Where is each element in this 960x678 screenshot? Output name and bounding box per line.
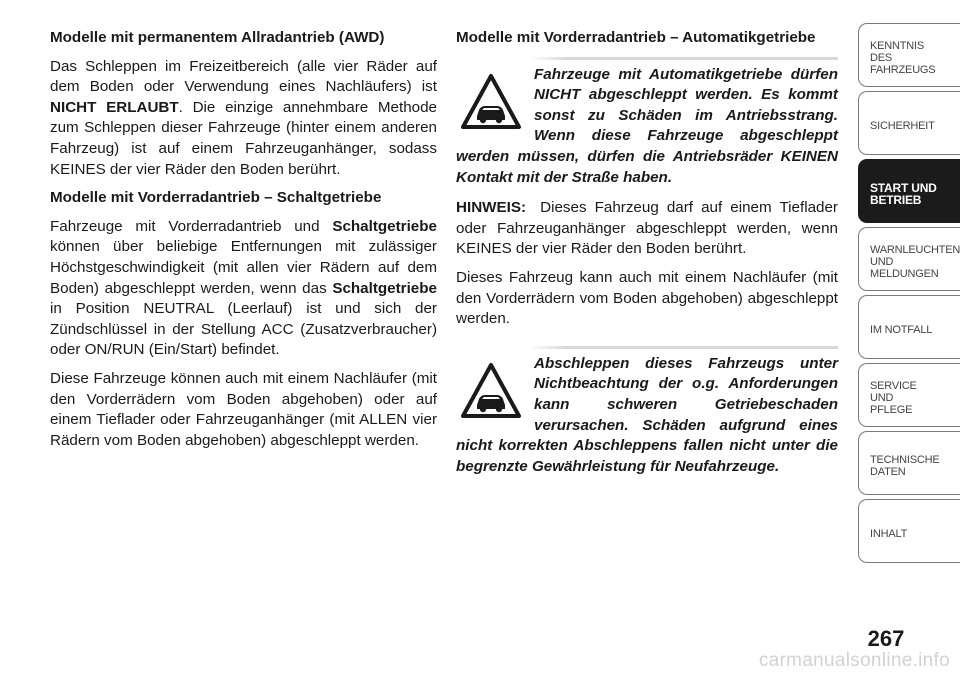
manual-bold-2: Schaltgetriebe xyxy=(332,279,437,297)
manual-text-3: in Position NEUTRAL (Leerlauf) ist und sich der Zündschlüssel in der Stellung ACC (Zusatzverbraucher) oder ON/RUN (Ein/Start) befindet. xyxy=(50,300,437,359)
warning-box-1 xyxy=(456,57,838,189)
warning-text-1: Fahrzeuge mit Automatikgetriebe dürfen NICHT abgeschleppt werden. Es kommt sonst zu Schäden im Antriebsstrang. Wenn diese Fahrzeuge abgeschleppt werden müssen, dürfen die Antriebsräder KEINEN Kontakt mit der Straße haben. xyxy=(456,65,838,186)
tab-label: SICHERHEIT xyxy=(870,120,935,132)
tab-label: WARNLEUCHTEN UND MELDUNGEN xyxy=(870,244,960,280)
right-column xyxy=(456,28,838,487)
tab-label: TECHNISCHE DATEN xyxy=(870,454,940,478)
manual-text-1: Fahrzeuge mit Vorderradantrieb und xyxy=(50,217,320,235)
manual-text-2: können über beliebige Entfernungen mit zulässiger Höchstgeschwindigkeit (mit allen vier Rädern auf dem Boden) abgeschleppt werden, wenn das xyxy=(50,238,437,297)
warning-triangle-car-icon xyxy=(460,73,522,131)
page-number: 267 xyxy=(867,626,905,651)
tab-sicherheit[interactable] xyxy=(858,91,960,155)
tab-im-notfall[interactable] xyxy=(858,295,960,359)
warning-triangle-car-icon xyxy=(460,362,522,420)
nachlaeufer-paragraph: Dieses Fahrzeug kann auch mit einem Nachläufer (mit den Vorderrädern vom Boden abgehoben) abgeschleppt werden. xyxy=(456,268,838,328)
tab-inhalt[interactable] xyxy=(858,499,960,563)
awd-bold: NICHT ERLAUBT xyxy=(50,98,179,116)
heading-auto: Modelle mit Vorderradantrieb – Automatikgetriebe xyxy=(456,29,816,46)
awd-text-2: . Die einzige annehmbare Methode zum Schleppen dieser Fahrzeuge (hinter einem anderen Fahrzeug) ist auf einem Fahrzeuganhänger, sodass KEINES der vier Räder den Boden berührt. xyxy=(50,98,437,178)
watermark: carmanualsonline.info xyxy=(758,650,950,671)
tab-label: START UND BETRIEB xyxy=(870,181,937,207)
chapter-tabs xyxy=(858,23,960,567)
warning-text-2: Abschleppen dieses Fahrzeugs unter Nichtbeachtung der o.g. Anforderungen kann schweren Getriebeschaden verursachen. Schäden aufgrund eines nicht korrekten Abschleppens fallen nicht unter die begrenzte Gewährleistung für Neufahrzeuge. xyxy=(456,354,838,475)
warning-box-2 xyxy=(456,346,838,478)
left-column xyxy=(50,28,437,459)
manual-paragraph xyxy=(50,217,437,361)
tab-service-und-pflege[interactable] xyxy=(858,363,960,427)
awd-text-1: Das Schleppen im Freizeitbereich (alle vier Räder auf dem Boden oder Verwendung eines Nachläufers) ist xyxy=(50,57,437,96)
tab-start-und-betrieb[interactable] xyxy=(858,159,960,223)
manual-paragraph-2: Diese Fahrzeuge können auch mit einem Nachläufer (mit den Vorderrädern vom Boden abgehoben) oder auf einem Tieflader oder Fahrzeuganhänger (mit ALLEN vier Rädern vom Boden abgehoben) abgeschleppt werden. xyxy=(50,369,437,449)
awd-paragraph xyxy=(50,57,437,181)
hinweis-label: HINWEIS: xyxy=(456,199,527,217)
tab-label: IM NOTFALL xyxy=(870,324,933,336)
tab-label: KENNTNIS DES FAHRZEUGS xyxy=(870,40,936,76)
tab-label: INHALT xyxy=(870,528,908,540)
manual-bold-1: Schaltgetriebe xyxy=(332,217,437,235)
tab-kenntnis-des-fahrzeugs[interactable] xyxy=(858,23,960,87)
tab-technische-daten[interactable] xyxy=(858,431,960,495)
hinweis-paragraph xyxy=(456,198,838,260)
hinweis-text: Dieses Fahrzeug darf auf einem Tieflader oder Fahrzeuganhänger abgeschleppt werden, wenn KEINES der vier Räder den Boden berührt. xyxy=(456,199,838,258)
tab-warnleuchten-und-meldungen[interactable] xyxy=(858,227,960,291)
heading-manual: Modelle mit Vorderradantrieb – Schaltgetriebe xyxy=(50,189,382,207)
tab-label: SERVICE UND PFLEGE xyxy=(870,380,917,416)
heading-awd: Modelle mit permanentem Allradantrieb (AWD) xyxy=(50,29,385,46)
